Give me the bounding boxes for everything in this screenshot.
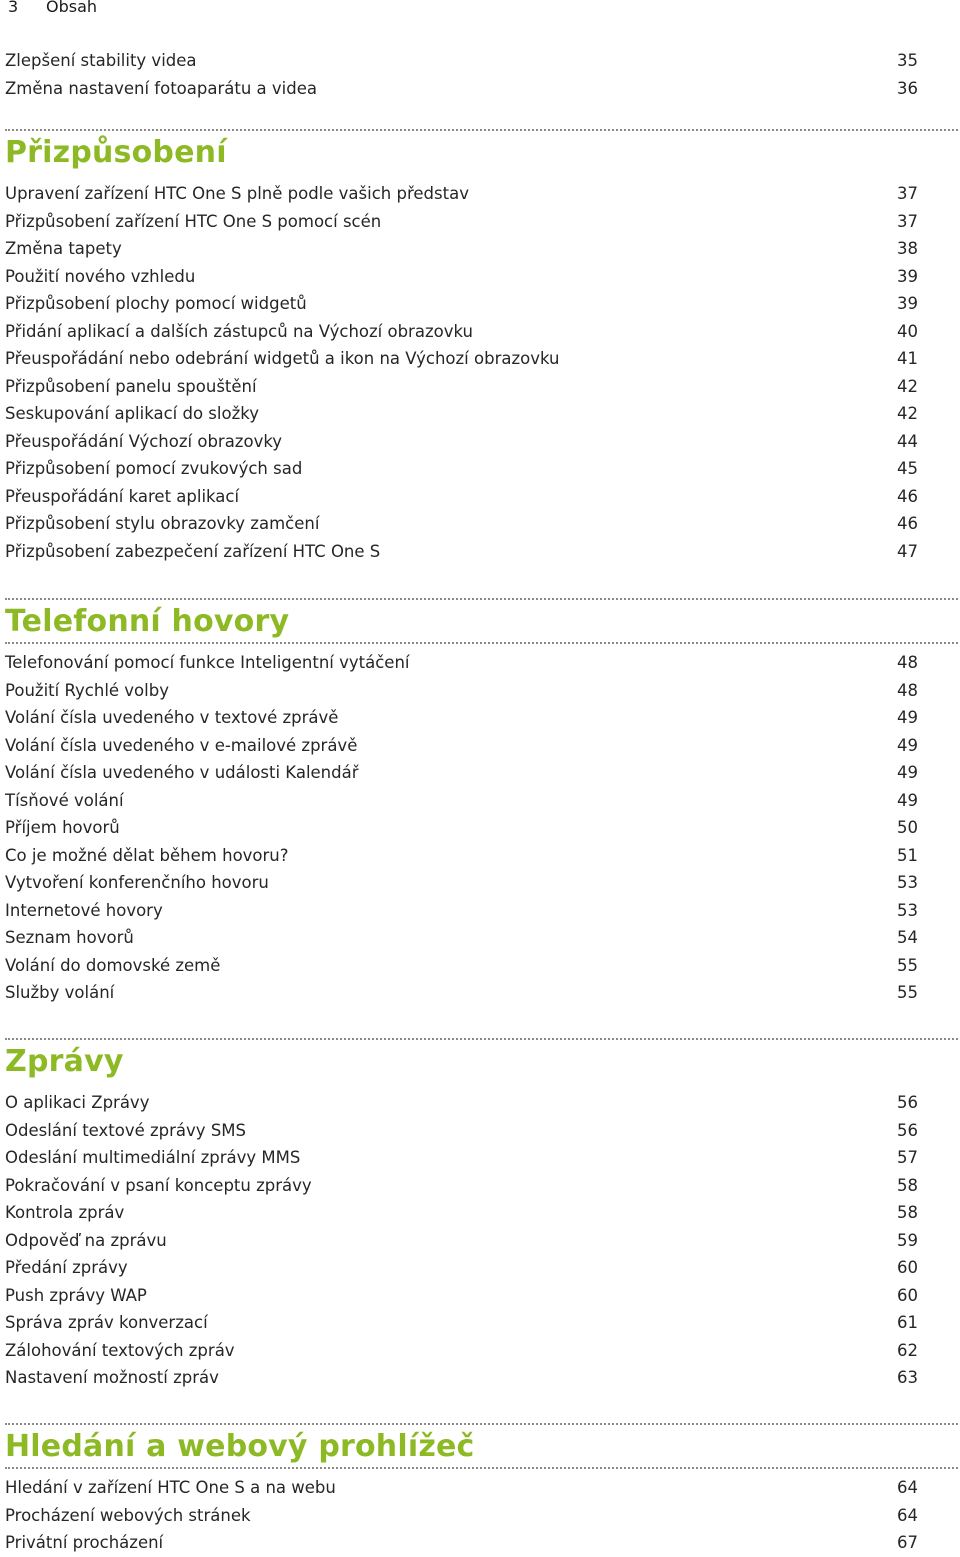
page-header [8, 0, 97, 19]
toc-entry-page: 50 [897, 818, 918, 837]
toc-entry-label: Předání zprávy [5, 1258, 128, 1277]
toc-entry-label: Pokračování v psaní konceptu zprávy [5, 1175, 312, 1195]
toc-entry-page: 59 [897, 1230, 918, 1250]
toc-entry-page: 60 [897, 1258, 918, 1277]
toc-entry-label: Přizpůsobení zařízení HTC One S pomocí scén [5, 211, 382, 231]
toc-entry-label: Změna nastavení fotoaparátu a videa [5, 78, 317, 98]
toc-entry[interactable] [5, 732, 918, 760]
toc-entry-label: Služby volání [5, 983, 115, 1002]
toc-entry-label: Příjem hovorů [5, 818, 120, 837]
toc-entry[interactable] [5, 1199, 918, 1227]
toc-entry-label: Privátní procházení [5, 1533, 164, 1552]
toc-entry-label: Kontrola zpráv [5, 1203, 125, 1222]
toc-entry-label: Tísňové volání [5, 790, 124, 810]
section-divider [5, 1423, 958, 1425]
toc-entry-label: Hledání v zařízení HTC One S a na webu [5, 1478, 336, 1497]
toc-entry-label: Seznam hovorů [5, 928, 134, 947]
toc-entry-page: 41 [897, 349, 918, 368]
toc-entry-label: Volání čísla uvedeného v e-mailové zprávě [5, 735, 358, 755]
toc-entry-label: Internetové hovory [5, 900, 163, 920]
toc-entry-label: Vytvoření konferenčního hovoru [5, 873, 269, 892]
toc-entry-label: Seskupování aplikací do složky [5, 404, 259, 423]
toc-entry[interactable] [5, 1502, 918, 1530]
toc-entry[interactable] [5, 318, 918, 346]
section-heading[interactable]: Telefonní hovory [5, 604, 290, 639]
toc-entry-page: 61 [897, 1313, 918, 1332]
toc-entry-label: Přeuspořádání Výchozí obrazovky [5, 431, 283, 451]
toc-entry[interactable] [5, 400, 918, 428]
toc-entry-label: Odeslání textové zprávy SMS [5, 1120, 246, 1140]
toc-entry[interactable] [5, 1117, 918, 1145]
toc-entry-page: 56 [897, 1120, 918, 1140]
section-divider [5, 598, 958, 600]
section-heading[interactable]: Přizpůsobení [5, 135, 227, 170]
toc-entry[interactable] [5, 428, 918, 456]
toc-entry[interactable] [5, 1474, 918, 1502]
toc-entry-label: Volání do domovské země [5, 955, 221, 975]
toc-entry-page: 42 [897, 404, 918, 423]
toc-entry[interactable] [5, 263, 918, 291]
toc-entry[interactable] [5, 952, 918, 980]
toc-entry-page: 49 [897, 790, 918, 810]
toc-entry[interactable] [5, 924, 918, 952]
toc-entry-label: Změna tapety [5, 239, 122, 258]
toc-entry[interactable] [5, 1364, 918, 1392]
toc-entry-page: 48 [897, 680, 918, 700]
section-heading[interactable]: Hledání a webový prohlížeč [5, 1429, 475, 1464]
toc-entry-page: 62 [897, 1340, 918, 1360]
toc-entry-label: Správa zpráv konverzací [5, 1313, 208, 1332]
toc-entry-page: 48 [897, 653, 918, 672]
toc-entry-label: Push zprávy WAP [5, 1285, 147, 1305]
toc-entry-label: Volání čísla uvedeného v textové zprávě [5, 708, 339, 727]
toc-entry-label: O aplikaci Zprávy [5, 1093, 150, 1112]
toc-entry[interactable] [5, 1282, 918, 1310]
section-entries [5, 649, 918, 1007]
toc-entry[interactable] [5, 869, 918, 897]
toc-entry-page: 49 [897, 763, 918, 782]
toc-entry[interactable] [5, 235, 918, 263]
toc-entry-page: 39 [897, 266, 918, 286]
toc-entry[interactable] [5, 759, 918, 787]
toc-entry[interactable] [5, 1254, 918, 1282]
toc-entry-label: Použití nového vzhledu [5, 266, 196, 286]
toc-entry[interactable] [5, 208, 918, 236]
toc-entry-page: 60 [897, 1285, 918, 1305]
toc-entry-page: 64 [897, 1505, 918, 1525]
toc-entry[interactable] [5, 510, 918, 538]
page-title: Obsah [46, 0, 98, 16]
section-divider [5, 1467, 958, 1469]
toc-entry[interactable] [5, 345, 918, 373]
toc-entry-page: 49 [897, 735, 918, 755]
toc-entry-page: 67 [897, 1533, 918, 1552]
section-entries [5, 180, 918, 565]
toc-entry[interactable] [5, 814, 918, 842]
toc-entry-label: Upravení zařízení HTC One S plně podle vašich představ [5, 184, 469, 203]
toc-entry-label: Procházení webových stránek [5, 1505, 251, 1525]
toc-entry-label: Zlepšení stability videa [5, 51, 197, 70]
toc-entry[interactable] [5, 1144, 918, 1172]
toc-entry[interactable] [5, 1172, 918, 1200]
toc-entry[interactable] [5, 979, 918, 1007]
toc-entry-label: Přizpůsobení plochy pomocí widgetů [5, 294, 307, 313]
toc-entry[interactable] [5, 290, 918, 318]
toc-entry[interactable] [5, 1227, 918, 1255]
toc-entry[interactable] [5, 538, 918, 566]
toc-entry-page: 56 [897, 1093, 918, 1112]
toc-entry-page: 44 [897, 431, 918, 451]
toc-entry-page: 58 [897, 1175, 918, 1195]
toc-entry-page: 54 [897, 928, 918, 947]
toc-entry-label: Přizpůsobení pomocí zvukových sad [5, 459, 303, 478]
toc-entry-page: 51 [897, 845, 918, 865]
toc-entry[interactable] [5, 1337, 918, 1365]
toc-entry-label: Použití Rychlé volby [5, 680, 169, 700]
toc-entry[interactable] [5, 180, 918, 208]
toc-entry[interactable] [5, 704, 918, 732]
toc-entry-label: Přeuspořádání karet aplikací [5, 486, 240, 506]
page-number: 3 [8, 0, 19, 16]
toc-entry[interactable] [5, 842, 918, 870]
toc-entry-label: Telefonování pomocí funkce Inteligentní vytáčení [5, 653, 410, 672]
toc-entry-label: Přizpůsobení zabezpečení zařízení HTC One S [5, 541, 381, 561]
toc-entry-label: Co je možné dělat během hovoru? [5, 845, 289, 865]
toc-entry-page: 39 [897, 294, 918, 313]
toc-entry-page: 55 [897, 955, 918, 975]
section-heading[interactable]: Zprávy [5, 1044, 124, 1079]
toc-entry-page: 37 [897, 211, 918, 231]
toc-entry-page: 49 [897, 708, 918, 727]
toc-entry-page: 36 [897, 78, 918, 98]
toc-entry[interactable] [5, 649, 918, 677]
toc-top-entries [5, 47, 918, 102]
toc-entry[interactable] [5, 75, 918, 103]
toc-entry-label: Přeuspořádání nebo odebrání widgetů a ikon na Výchozí obrazovku [5, 349, 560, 368]
toc-entry-label: Přidání aplikací a dalších zástupců na Výchozí obrazovku [5, 321, 473, 341]
toc-entry-page: 63 [897, 1368, 918, 1387]
toc-entry[interactable] [5, 1089, 918, 1117]
toc-entry-label: Odpověď na zprávu [5, 1230, 167, 1250]
section-entries [5, 1474, 918, 1557]
section-entries [5, 1089, 918, 1392]
section-divider [5, 129, 958, 131]
toc-entry[interactable] [5, 1309, 918, 1337]
toc-entry-page: 64 [897, 1478, 918, 1497]
toc-entry[interactable] [5, 787, 918, 815]
toc-entry-page: 40 [897, 321, 918, 341]
toc-entry[interactable] [5, 677, 918, 705]
toc-entry-label: Nastavení možností zpráv [5, 1368, 219, 1387]
toc-entry-page: 46 [897, 486, 918, 506]
toc-entry-page: 58 [897, 1203, 918, 1222]
section-divider [5, 642, 958, 644]
toc-entry-page: 46 [897, 514, 918, 533]
section-divider [5, 1038, 958, 1040]
toc-entry-label: Volání čísla uvedeného v události Kalendář [5, 763, 359, 782]
toc-entry-label: Zálohování textových zpráv [5, 1340, 235, 1360]
toc-entry[interactable] [5, 373, 918, 401]
toc-entry-page: 55 [897, 983, 918, 1002]
toc-entry-page: 57 [897, 1148, 918, 1167]
toc-entry-page: 42 [897, 376, 918, 396]
toc-entry[interactable] [5, 483, 918, 511]
toc-entry-page: 53 [897, 900, 918, 920]
toc-entry-page: 47 [897, 541, 918, 561]
toc-entry[interactable] [5, 1529, 918, 1557]
toc-entry-label: Přizpůsobení panelu spouštění [5, 376, 257, 396]
toc-entry-page: 37 [897, 184, 918, 203]
toc-entry[interactable] [5, 455, 918, 483]
toc-entry-page: 53 [897, 873, 918, 892]
toc-entry[interactable] [5, 47, 918, 75]
toc-entry-label: Odeslání multimediální zprávy MMS [5, 1148, 301, 1167]
toc-entry-label: Přizpůsobení stylu obrazovky zamčení [5, 514, 320, 533]
toc-entry[interactable] [5, 897, 918, 925]
toc-entry-page: 45 [897, 459, 918, 478]
toc-entry-page: 38 [897, 239, 918, 258]
toc-entry-page: 35 [897, 51, 918, 70]
